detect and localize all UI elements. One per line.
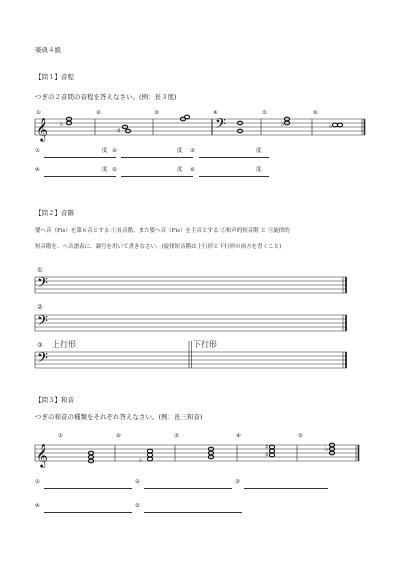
q1-instruction: つぎの２音間の音程を答えなさい。(例：長３度) xyxy=(35,93,177,101)
q3-item-label: ② xyxy=(116,433,121,439)
q1-title: 【問１】音程 xyxy=(35,73,74,81)
q1-answer-num: ② xyxy=(112,148,117,154)
q3-answer-num: ⑤ xyxy=(135,503,140,509)
q1-answer-num: ① xyxy=(35,148,40,154)
q1-answer-blank[interactable] xyxy=(44,176,116,177)
q3-answer-num: ④ xyxy=(35,503,40,509)
interval-staff xyxy=(35,114,365,144)
scale-staff-1 xyxy=(35,273,347,299)
accidental-icons xyxy=(60,120,332,135)
q3-item-label: ⑤ xyxy=(298,433,303,439)
q1-answer-unit: 度 xyxy=(177,167,183,173)
chord-staff xyxy=(35,440,359,470)
ascending-label: 上行形 xyxy=(52,340,76,349)
treble-clef-icon: 𝄞 xyxy=(36,117,48,141)
descending-label: 下行形 xyxy=(193,340,217,349)
q3-answer-blank[interactable] xyxy=(144,512,242,513)
q2-staff-label: ① xyxy=(37,266,43,274)
bass-clef-icon: 𝄢 xyxy=(37,275,48,295)
q1-answer-blank[interactable] xyxy=(121,157,193,158)
q1-answer-unit: 度 xyxy=(177,148,183,154)
q1-answer-num: ⑤ xyxy=(112,167,117,173)
q3-item-label: ④ xyxy=(236,433,241,439)
bass-clef-icon: 𝄢 xyxy=(215,116,226,136)
q2-instruction-line1: 嬰ヘ音（Fis）を第６音とする ①長音階、また嬰ヘ音（Fis）を主音とする ②和声的短音階 と ③旋律的 xyxy=(35,228,290,234)
q1-answer-unit: 度 xyxy=(102,167,108,173)
svg-text:♯: ♯ xyxy=(265,451,269,459)
q3-instruction: つぎの和音の種類をそれぞれ答えなさい。(例：長三和音) xyxy=(35,413,203,421)
q1-answer-blank[interactable] xyxy=(199,157,269,158)
q3-item-label: ③ xyxy=(174,433,179,439)
svg-text:♭: ♭ xyxy=(60,120,64,128)
q1-answer-unit: 度 xyxy=(256,148,262,154)
bass-clef-icon: 𝄢 xyxy=(37,350,48,370)
q1-item-label: ⑤ xyxy=(262,110,267,116)
q1-answer-num: ③ xyxy=(190,148,195,154)
q1-item-label: ⑥ xyxy=(313,110,318,116)
bass-clef-icon: 𝄢 xyxy=(37,313,48,333)
treble-clef-icon: 𝄞 xyxy=(36,443,48,467)
q2-staff-label: ② xyxy=(37,303,43,311)
q2-instruction-line2: 短音階を、ヘ音譜表に、調号を用いて書きなさい。(旋律短音階は上行形と下行形の両方を書くこと) xyxy=(35,244,282,250)
q1-item-label: ③ xyxy=(154,110,159,116)
svg-text:♭: ♭ xyxy=(139,456,143,464)
grade-title: 楽典４級 xyxy=(35,46,61,54)
q1-answer-blank[interactable] xyxy=(199,176,269,177)
q3-item-label: ① xyxy=(58,433,63,439)
q1-item-label: ② xyxy=(96,110,101,116)
svg-text:♭: ♭ xyxy=(325,445,329,453)
q2-title: 【問２】音階 xyxy=(35,209,74,217)
q3-answer-blank[interactable] xyxy=(244,488,328,489)
q1-answer-unit: 度 xyxy=(256,167,262,173)
q1-answer-unit: 度 xyxy=(102,148,108,154)
q3-answer-num: ② xyxy=(135,479,140,485)
q1-answer-blank[interactable] xyxy=(121,176,193,177)
q1-answer-blank[interactable] xyxy=(44,157,116,158)
q3-answer-num: ① xyxy=(35,479,40,485)
q1-answer-num: ⑥ xyxy=(190,167,195,173)
q3-answer-blank[interactable] xyxy=(44,488,132,489)
q1-answer-num: ④ xyxy=(35,167,40,173)
q3-title: 【問３】和音 xyxy=(35,396,74,404)
svg-text:♭: ♭ xyxy=(281,120,285,128)
q3-answer-blank[interactable] xyxy=(144,488,232,489)
scale-staff-2 xyxy=(35,311,347,337)
q1-item-label: ④ xyxy=(213,110,218,116)
scale-staff-3 xyxy=(35,348,347,374)
svg-text:♯: ♯ xyxy=(265,443,269,451)
interval-notes xyxy=(66,115,342,133)
q3-answer-num: ③ xyxy=(235,479,240,485)
q1-item-label: ① xyxy=(36,110,41,116)
q2-staff-label: ③ xyxy=(37,341,43,349)
q3-answer-blank[interactable] xyxy=(44,512,132,513)
svg-text:♭: ♭ xyxy=(329,122,333,130)
svg-text:♯: ♯ xyxy=(117,127,121,135)
